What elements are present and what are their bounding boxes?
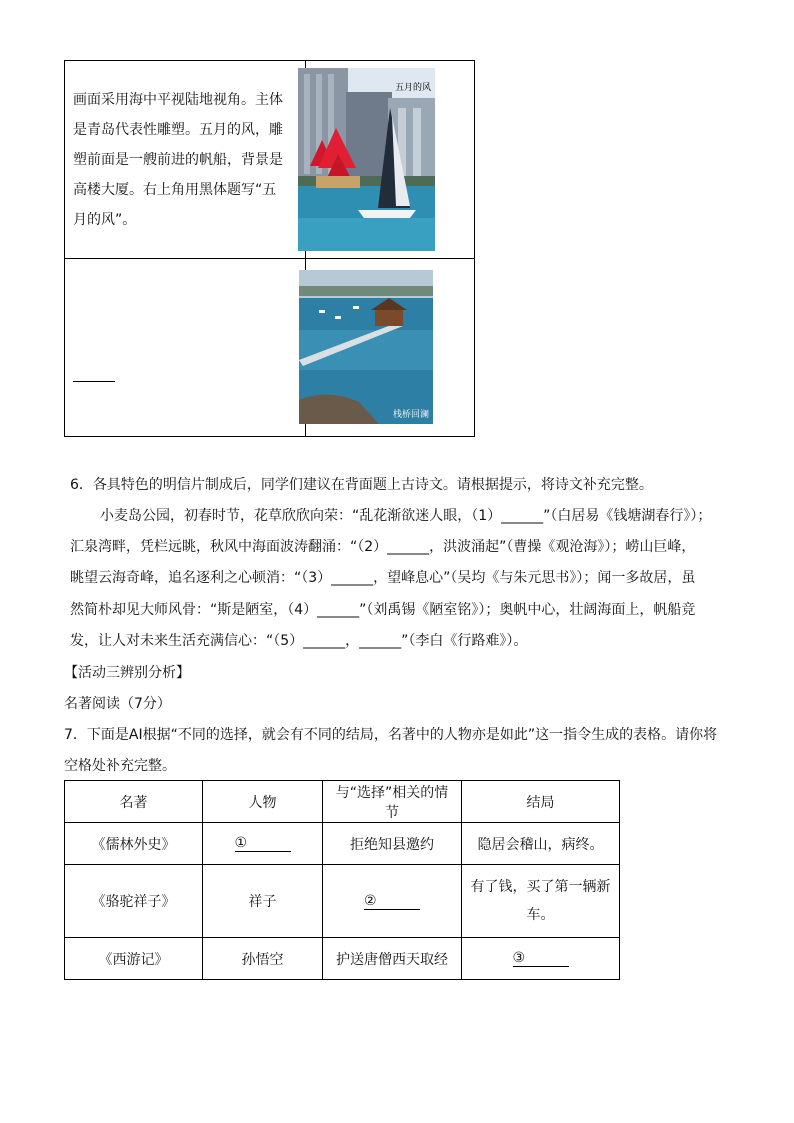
table-cell: 《骆驼祥子》: [65, 865, 203, 938]
answer-blank-cell[interactable]: [323, 865, 462, 938]
table-cell: 《西游记》: [65, 938, 203, 980]
q7-line: 空格处补充完整。: [64, 758, 176, 774]
description-line: 塑前面是一艘前进的帆船，背景是: [73, 151, 283, 168]
photo-caption: 五月的风: [394, 83, 431, 93]
result-line: 有了钱，买了第一辆新: [470, 879, 611, 895]
answer-blank-cell[interactable]: [203, 823, 323, 865]
reading-title: 名著阅读（7分）: [64, 696, 171, 712]
description-line: 高楼大厦。右上角用黑体题写“五: [73, 181, 277, 198]
classics-table: [64, 780, 620, 980]
q6-line: 小麦岛公园，初春时节，花草欣欣向荣：“乱花渐欲迷人眼，（1）______”（白居易《钱塘湖春行》）；: [100, 508, 712, 524]
table-cell: 隐居会稽山，病终。: [462, 823, 620, 865]
description-line: 月的风”。: [73, 211, 137, 228]
answer-blank[interactable]: ③: [513, 950, 569, 967]
table-cell: 护送唐僧西天取经: [323, 938, 462, 980]
header-cell: 结局: [462, 781, 620, 823]
q6-line: 然简朴却见大师风骨：“斯是陋室，（4）______”（刘禹锡《陋室铭》）；奥帆中心，壮阔海面上，帆船竞: [70, 602, 696, 618]
header-cell: 人物: [203, 781, 323, 823]
activity-title: 【活动三辨别分析】: [64, 665, 190, 681]
answer-blank[interactable]: ①: [235, 835, 291, 852]
postcard-description-cell: [65, 61, 306, 259]
q6-line: 汇泉湾畔，凭栏远眺，秋风中海面波涛翻涌：“（2）______，洪波涌起”（曹操《观沧海》）；崂山巨峰，: [70, 539, 696, 555]
table-row: [65, 823, 620, 865]
table-cell: 祥子: [203, 865, 323, 938]
table-row: [65, 938, 620, 980]
result-line: 车。: [526, 907, 555, 923]
table-cell: [462, 865, 620, 938]
q6-line: 6．各具特色的明信片制成后，同学们建议在背面题上古诗文。请根据提示，将诗文补充完整。: [70, 477, 653, 493]
q7-line: 7．下面是AI根据“不同的选择，就会有不同的结局，名著中的人物亦是如此”这一指令生成的表格。请你将: [64, 727, 718, 743]
answer-blank[interactable]: ②: [364, 893, 420, 910]
table-cell: 孙悟空: [203, 938, 323, 980]
q6-line: 发，让人对未来生活充满信心：“（5）______，______”（李白《行路难》）。: [70, 633, 528, 649]
q6-line: 眺望云海奇峰，追名逐利之心顿消：“（3）______，望峰息心”（吴均《与朱元思书》）；闻一多故居，虽: [70, 570, 696, 586]
zhanqiao-photo: [299, 270, 433, 424]
photo-caption: 栈桥回澜: [392, 410, 429, 420]
may-wind-photo: [298, 68, 435, 251]
description-line: 是青岛代表性雕塑。五月的风，雕: [73, 121, 283, 138]
table-cell: 《儒林外史》: [65, 823, 203, 865]
description-line: 画面采用海中平视陆地视角。主体: [73, 91, 283, 108]
blank-description-cell: [65, 259, 306, 437]
table-cell: 拒绝知县邀约: [323, 823, 462, 865]
header-cell: 名著: [65, 781, 203, 823]
answer-blank-cell[interactable]: [462, 938, 620, 980]
header-cell: 与“选择”相关的情节: [323, 781, 462, 823]
answer-blank-line[interactable]: [73, 380, 115, 382]
table-row: [65, 865, 620, 938]
